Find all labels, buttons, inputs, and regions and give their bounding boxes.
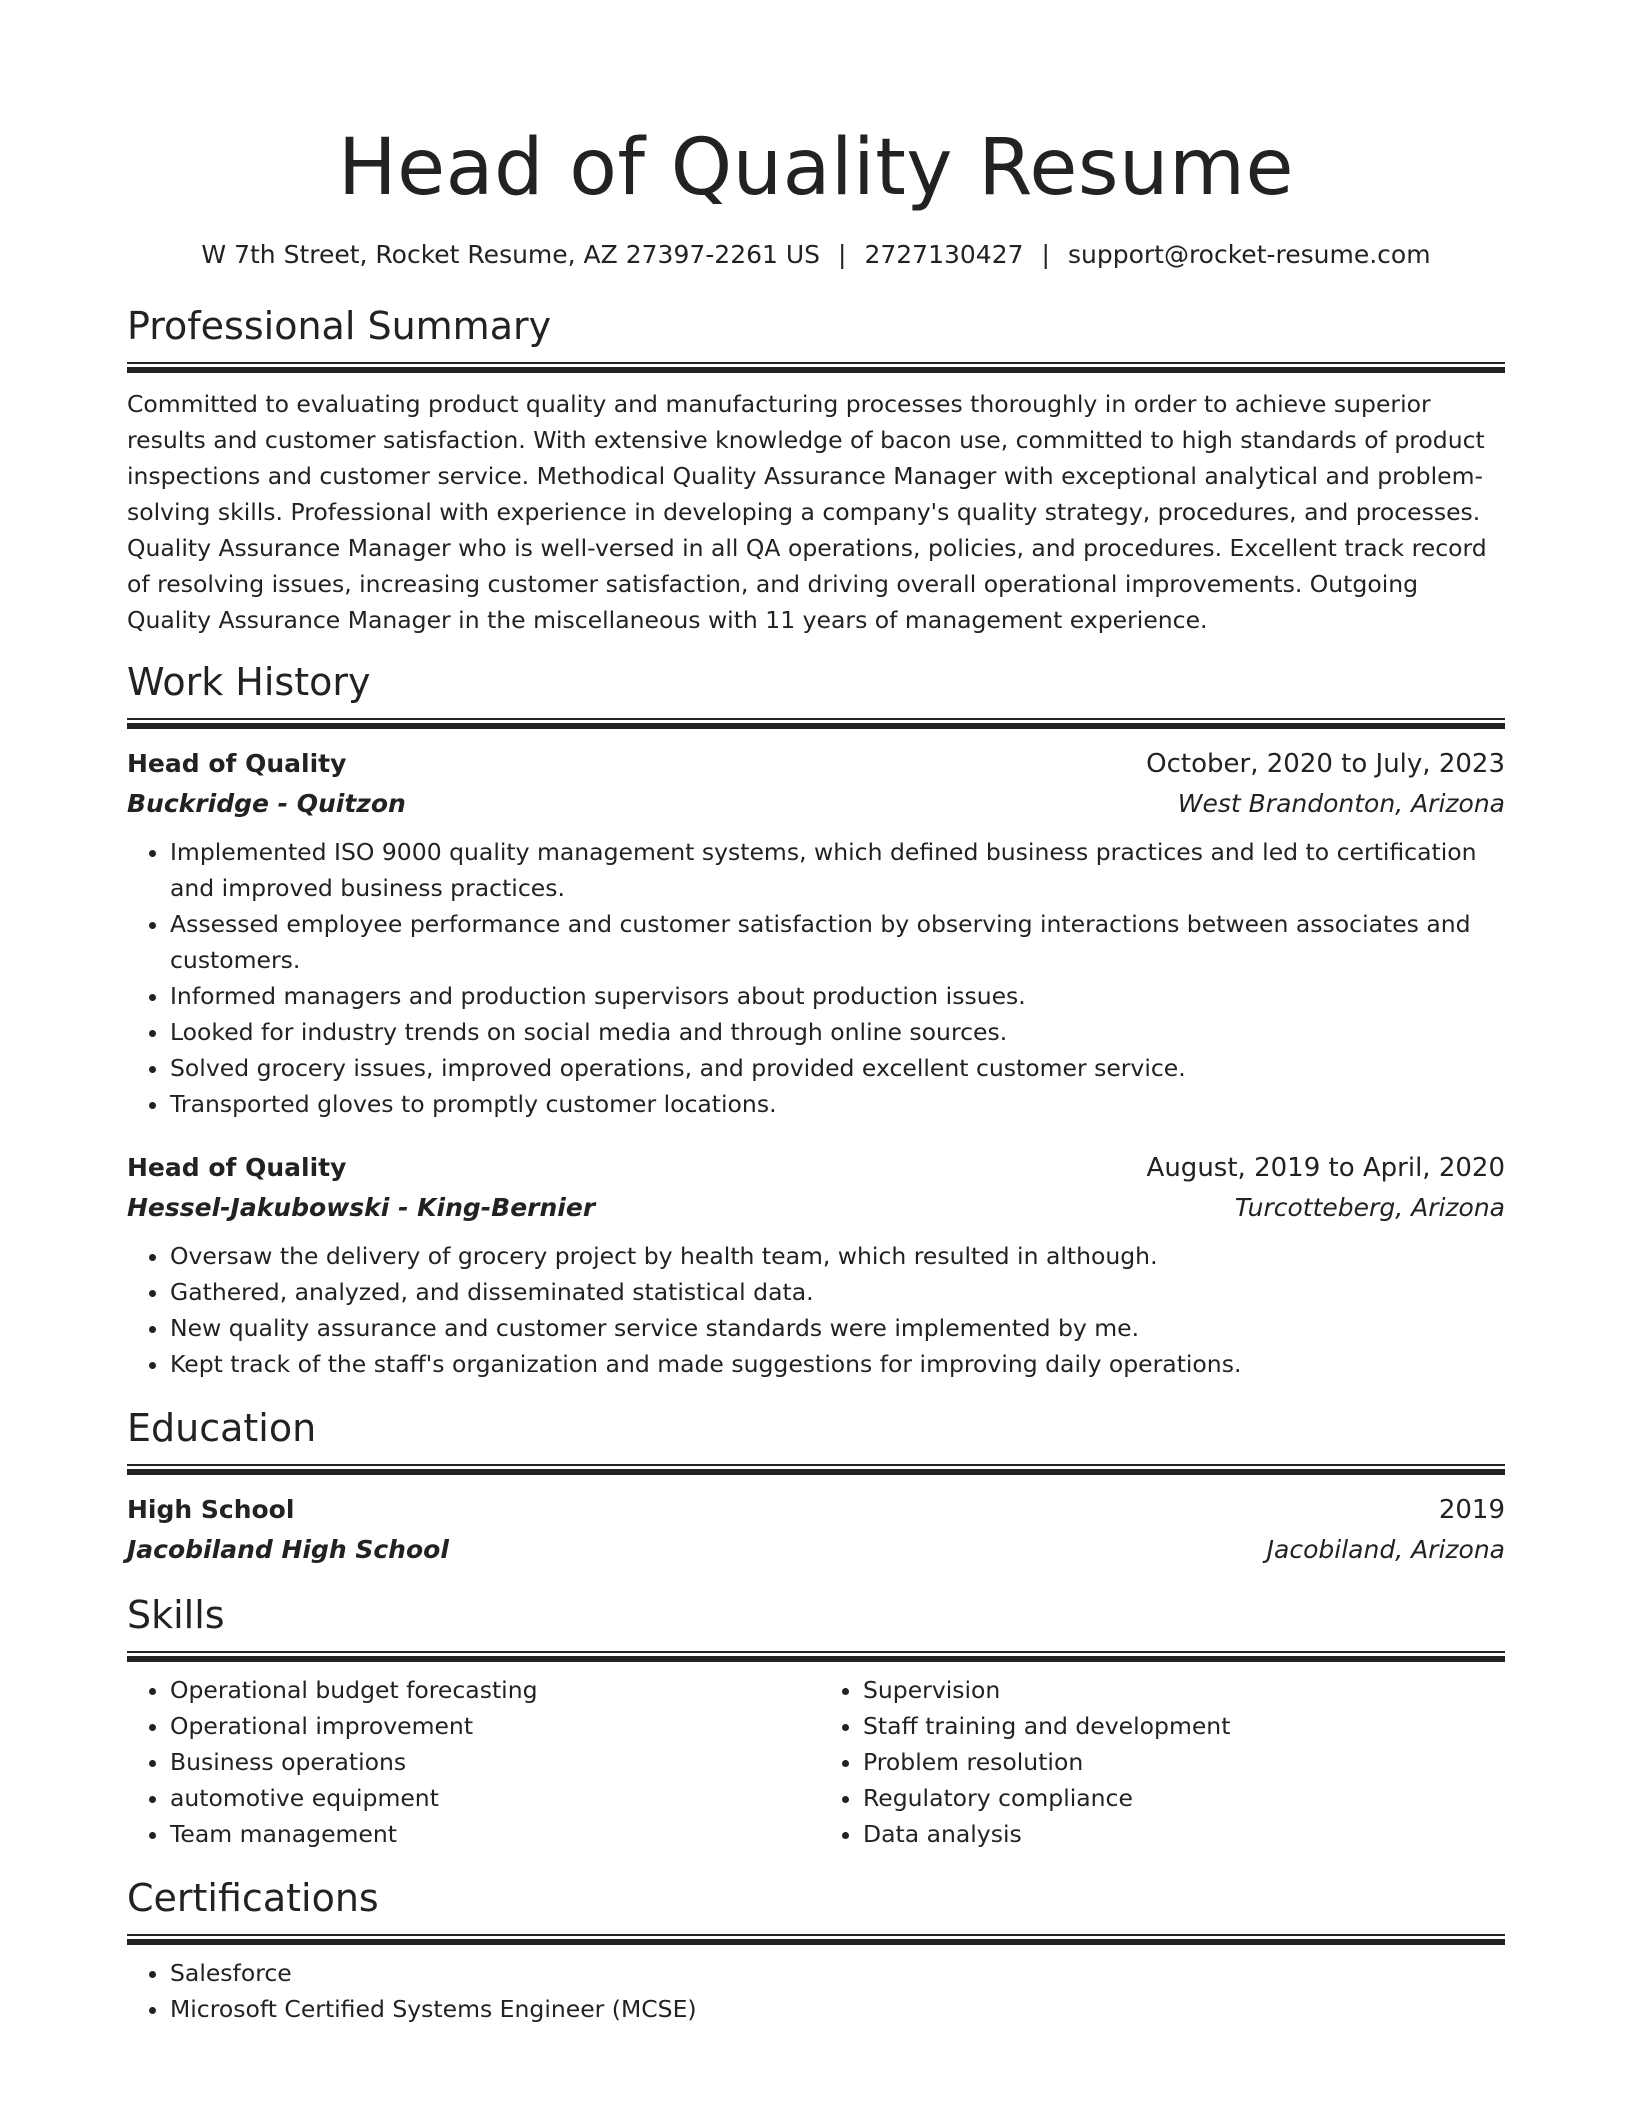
certifications-list	[127, 1955, 1505, 2027]
skill-item: • Data analysis	[863, 1816, 1505, 1852]
work-history-section	[127, 658, 1505, 1382]
section-divider	[127, 1934, 1505, 1944]
section-divider	[127, 1651, 1505, 1661]
job-bullets	[127, 834, 1505, 1122]
education-year: 2019	[1438, 1495, 1505, 1525]
section-title-work-history: Work History	[127, 660, 371, 704]
skills-section	[127, 1591, 1505, 1852]
skill-item: • Business operations	[170, 1744, 812, 1780]
job-bullet: • Solved grocery issues, improved operations, and provided excellent customer service.	[170, 1050, 1505, 1086]
job-bullet: • Oversaw the delivery of grocery project by health team, which resulted in although.	[170, 1238, 1505, 1274]
job-bullet: • Assessed employee performance and customer satisfaction by observing interactions between associates and customers.	[170, 906, 1505, 978]
skill-item: • Operational budget forecasting	[170, 1672, 812, 1708]
job-role: Head of Quality	[127, 1153, 347, 1182]
certification-item: • Salesforce	[170, 1955, 1505, 1991]
job-bullets	[127, 1238, 1505, 1382]
certification-item: • Microsoft Certified Systems Engineer (MCSE)	[170, 1991, 1505, 2027]
skill-item: • Supervision	[863, 1672, 1505, 1708]
job-entry	[127, 744, 1505, 1122]
section-divider	[127, 718, 1505, 728]
section-title-summary: Professional Summary	[127, 304, 552, 348]
job-bullet: • New quality assurance and customer service standards were implemented by me.	[170, 1310, 1505, 1346]
contact-separator: |	[1041, 240, 1050, 269]
certifications-section	[127, 1874, 1505, 2027]
skills-list-left	[127, 1672, 812, 1852]
job-location: West Brandonton, Arizona	[1177, 789, 1505, 818]
skill-item: • automotive equipment	[170, 1780, 812, 1816]
job-bullet: • Gathered, analyzed, and disseminated statistical data.	[170, 1274, 1505, 1310]
job-role: Head of Quality	[127, 749, 347, 778]
contact-email: support@rocket-resume.com	[1067, 240, 1431, 269]
section-title-certifications: Certifications	[127, 1876, 379, 1920]
section-title-education: Education	[127, 1406, 317, 1450]
section-divider	[127, 362, 1505, 372]
section-divider	[127, 1464, 1505, 1474]
job-entry	[127, 1148, 1505, 1382]
skills-columns	[127, 1672, 1505, 1852]
education-entry	[127, 1490, 1505, 1569]
job-bullet: • Transported gloves to promptly customer locations.	[170, 1086, 1505, 1122]
contact-phone: 2727130427	[864, 240, 1024, 269]
job-dates: August, 2019 to April, 2020	[1146, 1153, 1505, 1183]
skill-item: • Operational improvement	[170, 1708, 812, 1744]
job-company: Buckridge - Quitzon	[127, 789, 406, 818]
summary-section	[127, 302, 1505, 638]
summary-text: Committed to evaluating product quality and manufacturing processes thoroughly in order to achieve superior results and customer satisfaction. With extensive knowledge of bacon use, committed to high standards of product inspections and customer service. Methodical Quality Assurance Manager with exceptional analytical and problem-solving skills. Professional with experience in developing a company's quality strategy, procedures, and processes. Quality Assurance Manager who is well-versed in all QA operations, policies, and procedures. Excellent track record of resolving issues, increasing customer satisfaction, and driving overall operational improvements. Outgoing Quality Assurance Manager in the miscellaneous with 11 years of management experience.	[127, 390, 1487, 634]
contact-separator: |	[838, 240, 847, 269]
section-title-skills: Skills	[127, 1593, 225, 1637]
education-school: Jacobiland High School	[127, 1535, 449, 1564]
job-bullet: • Looked for industry trends on social media and through online sources.	[170, 1014, 1505, 1050]
education-location: Jacobiland, Arizona	[1266, 1535, 1505, 1564]
job-bullet: • Kept track of the staff's organization and made suggestions for improving daily operations.	[170, 1346, 1505, 1382]
skill-item: • Regulatory compliance	[863, 1780, 1505, 1816]
skill-item: • Team management	[170, 1816, 812, 1852]
job-bullet: • Informed managers and production supervisors about production issues.	[170, 978, 1505, 1014]
job-dates: October, 2020 to July, 2023	[1146, 749, 1505, 779]
education-degree: High School	[127, 1495, 295, 1524]
contact-address: W 7th Street, Rocket Resume, AZ 27397-2261 US	[201, 240, 821, 269]
contact-line	[127, 238, 1505, 272]
job-bullet: • Implemented ISO 9000 quality management systems, which defined business practices and led to certification and improved business practices.	[170, 834, 1505, 906]
skill-item: • Problem resolution	[863, 1744, 1505, 1780]
resume-title: Head of Quality Resume	[338, 123, 1294, 213]
job-location: Turcotteberg, Arizona	[1234, 1193, 1505, 1222]
skill-item: • Staff training and development	[863, 1708, 1505, 1744]
education-section	[127, 1404, 1505, 1569]
job-company: Hessel-Jakubowski - King-Bernier	[127, 1193, 596, 1222]
skills-list-right	[812, 1672, 1505, 1852]
